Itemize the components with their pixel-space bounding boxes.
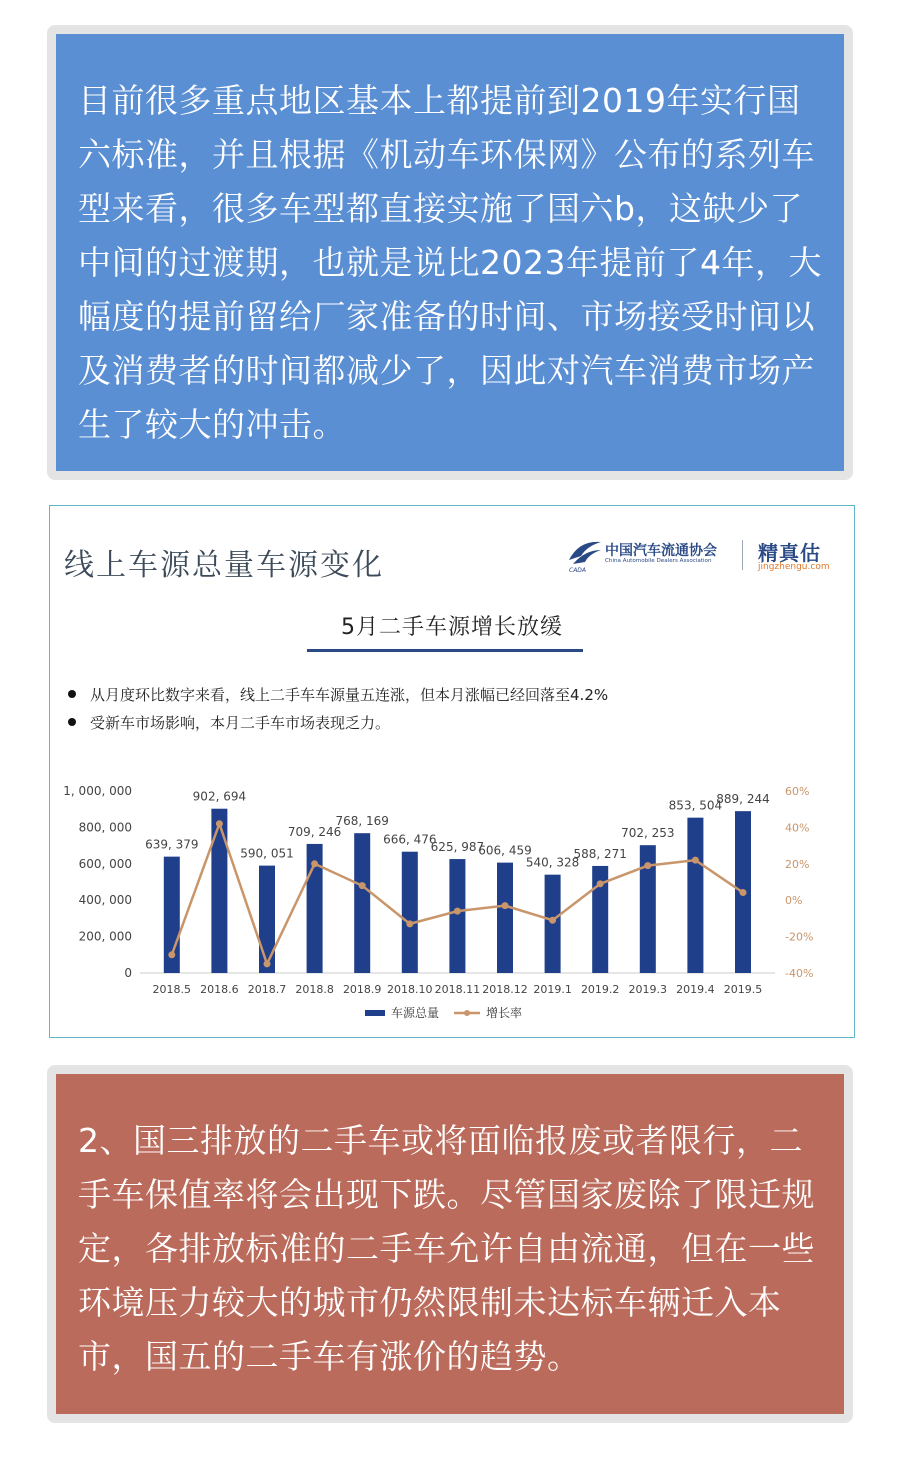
growth-rate-point [597,880,604,887]
brand-name: 精真估 [758,541,821,565]
bullet-item-1 [68,684,608,705]
x-tick-label: 2019.3 [628,983,668,996]
y-right-tick-label: 60% [785,785,810,798]
x-tick-label: 2019.1 [533,983,572,996]
slide-title: 线上车源总量车源变化 [64,548,384,583]
x-tick-label: 2018.9 [342,983,382,996]
bar [354,833,370,973]
y-left-tick-label: 1, 000, 000 [63,784,132,798]
bullet-item-2 [68,712,390,733]
x-tick-label: 2019.2 [580,983,620,996]
bar-value-label: 902, 694 [192,789,247,804]
y-right-tick-label: 0% [785,894,803,908]
bar [449,859,465,973]
chart-slide [49,505,855,1038]
logo-cn-name: 中国汽车流通协会 [605,543,717,559]
bar [259,866,275,973]
y-left-tick-label: 200, 000 [78,929,132,944]
bullet-dot-icon [68,690,76,698]
text-card-top-panel [56,34,844,471]
x-tick-label: 2018.6 [200,983,239,996]
bar-value-label: 588, 271 [573,846,627,861]
y-left-tick-label: 800, 000 [78,820,132,835]
x-tick-label: 2018.5 [152,983,192,996]
bar [687,818,703,973]
text-card-bottom [47,1065,853,1423]
x-tick-label: 2018.11 [434,983,481,996]
bullet-text-2: 受新车市场影响，本月二手车市场表现乏力。 [90,714,391,732]
y-left-tick-label: 0 [124,966,132,980]
bullet-text-1: 从月度环比数字来看，线上二手车车源量五连涨，但本月涨幅已经回落至4.2% [90,686,609,704]
combo-chart [50,761,854,1031]
bar-value-label: 702, 253 [621,826,675,841]
x-tick-label: 2018.12 [482,983,528,996]
growth-rate-point [311,860,318,867]
bar [545,875,561,973]
x-tick-label: 2018.10 [387,983,433,996]
logo-en-name: China Automobile Dealers Association [605,558,712,564]
growth-rate-point [549,917,556,924]
growth-rate-point [216,820,223,827]
logo-divider [742,540,743,570]
bar [497,863,513,973]
bar-value-label: 666, 476 [383,832,437,847]
x-tick-label: 2018.8 [295,983,334,996]
bar-value-label: 625, 987 [430,840,485,855]
bar [211,809,227,973]
bar-value-label: 590, 051 [240,846,294,861]
chart-subtitle: 5月二手车源增长放缓 [341,615,563,640]
y-right-tick-label: -20% [785,930,814,944]
growth-rate-point [406,920,413,927]
subtitle-underline [307,649,583,652]
y-left-tick-label: 600, 000 [78,856,132,871]
growth-rate-point [168,951,175,958]
x-tick-label: 2019.5 [723,983,763,996]
growth-rate-point [264,960,271,967]
cada-logo-icon [565,534,605,574]
logo-area [565,534,845,574]
legend-line-label: 增长率 [486,1006,523,1020]
text-card-bottom-paragraph: 2、国三排放的二手车或将面临报废或者限行，二手车保值率将会出现下跌。尽管国家废除了限迁规定，各排放标准的二手车允许自由流通，但在一些环境压力较大的城市仍然限制未达标车辆迁入本市，国五的二手车有涨价的趋势。 [78,1121,815,1376]
text-card-top [47,25,853,480]
growth-rate-point [740,889,747,896]
bar-value-label: 889, 244 [716,792,770,807]
y-left-tick-label: 400, 000 [78,893,132,908]
legend-bar-label: 车源总量 [391,1006,440,1020]
bar-value-label: 540, 328 [525,855,580,870]
x-tick-label: 2018.7 [247,983,287,996]
growth-rate-point [502,902,509,909]
growth-rate-point [692,857,699,864]
bar-value-label: 709, 246 [287,824,342,839]
bar [402,852,418,973]
legend-bar-swatch [365,1010,385,1016]
legend-line-marker [464,1010,470,1016]
y-right-tick-label: 40% [785,821,810,835]
x-tick-label: 2019.4 [676,983,715,996]
growth-rate-point [454,908,461,915]
bar-value-label: 768, 169 [335,814,389,829]
bar-value-label: 853, 504 [668,798,723,813]
y-right-tick-label: 20% [785,857,810,871]
text-card-top-paragraph: 目前很多重点地区基本上都提前到2019年实行国六标准，并且根据《机动车环保网》公布的系列车型来看，很多车型都直接实施了国六b，这缺少了中间的过渡期，也就是说比2023年提前了4年，大幅度的提前留给厂家准备的时间、市场接受时间以及消费者的时间都减少了，因此对汽车消费市场产生了较大的冲击。 [78,81,822,444]
growth-rate-point [644,862,651,869]
y-right-tick-label: -40% [785,967,814,980]
growth-rate-point [359,882,366,889]
logo-abbr: CADA [569,567,587,574]
bar-value-label: 639, 379 [145,837,199,852]
bullet-dot-icon [68,718,76,726]
brand-url: jingzhengu.com [758,562,830,572]
bar-value-label: 606, 459 [478,843,532,858]
text-card-bottom-panel [56,1074,844,1414]
